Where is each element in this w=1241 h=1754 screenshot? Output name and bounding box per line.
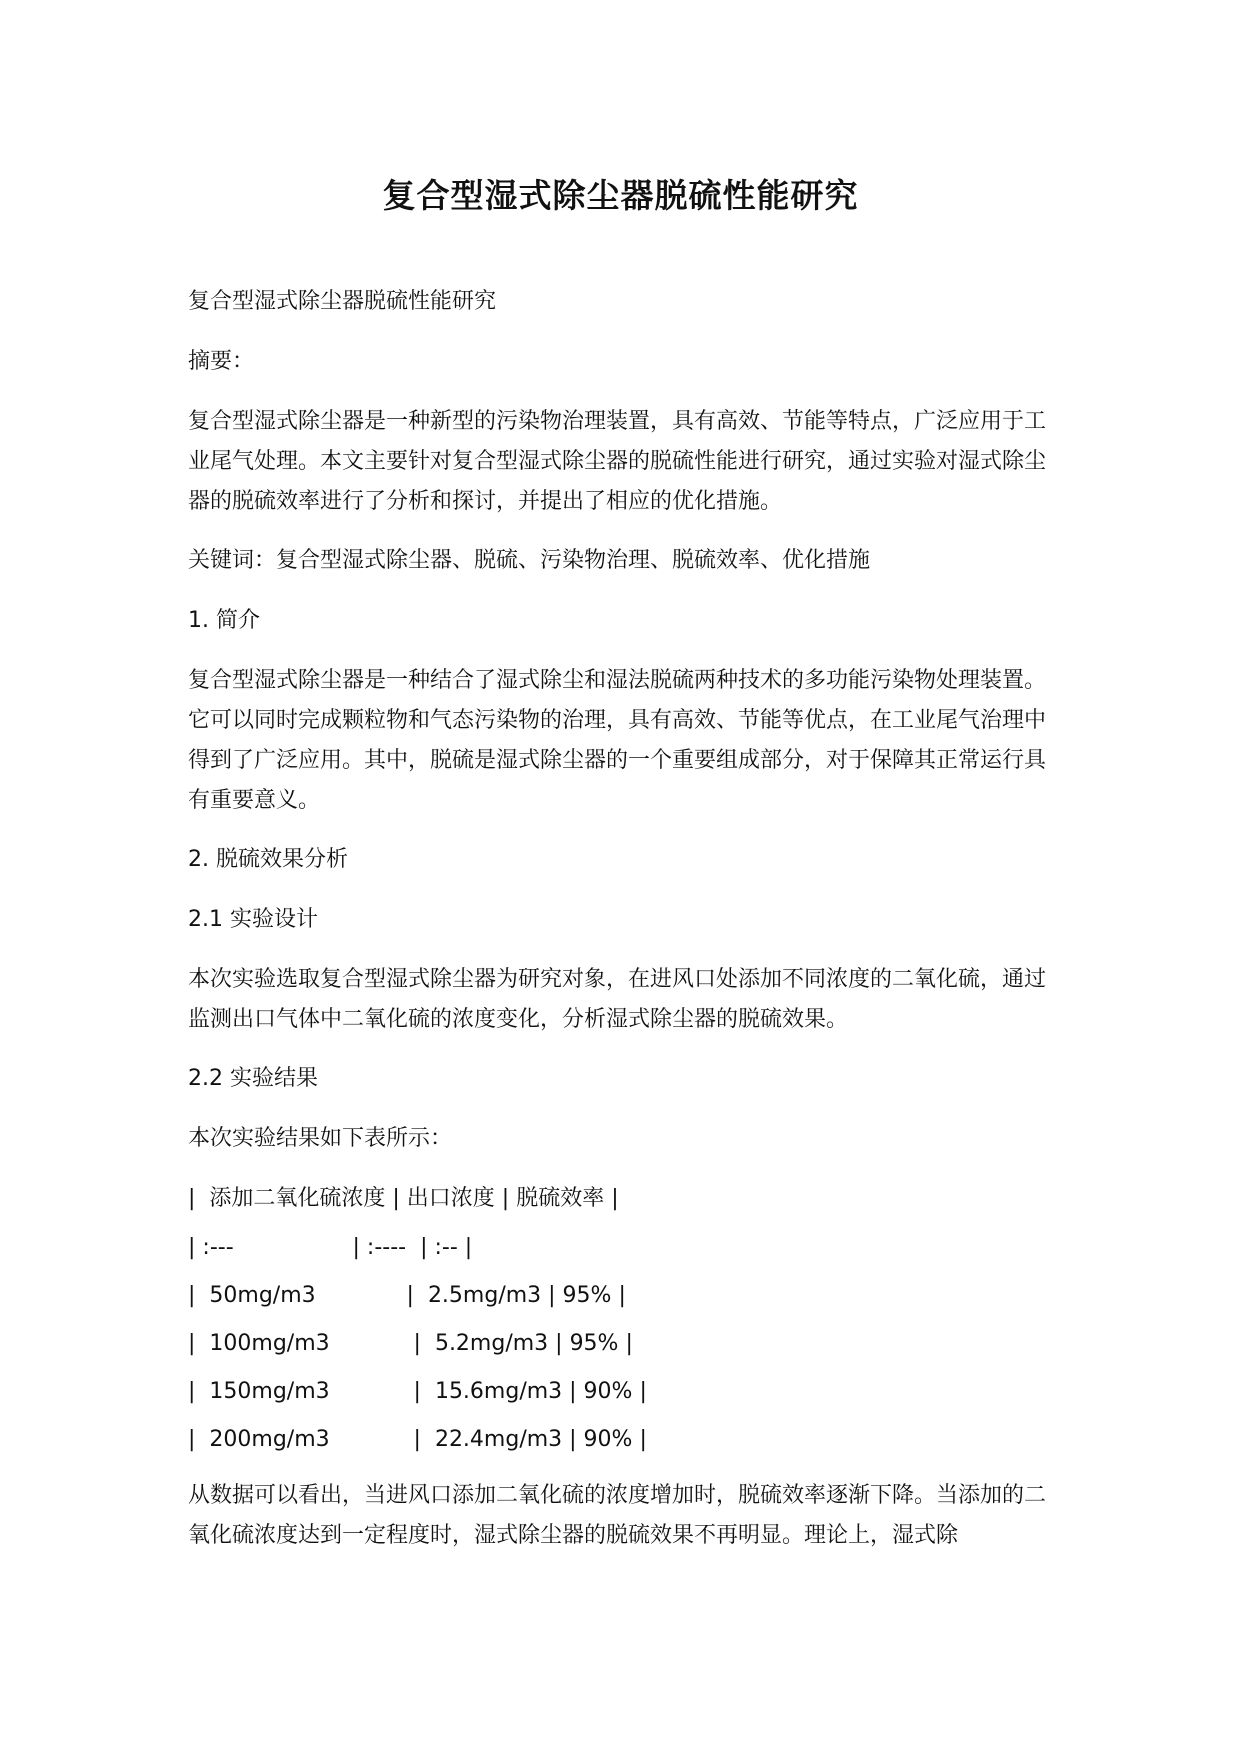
section-2-1-heading: 2.1 实验设计: [188, 907, 318, 932]
table-row: | 150mg/m3 | 15.6mg/m3 | 90% |: [188, 1379, 647, 1404]
section-2-2-heading: 2.2 实验结果: [188, 1066, 318, 1091]
table-header-row: | 添加二氧化硫浓度 | 出口浓度 | 脱硫效率 |: [188, 1186, 619, 1211]
document-subtitle: 复合型湿式除尘器脱硫性能研究: [188, 289, 497, 314]
section-1-heading: 1. 简介: [188, 608, 260, 633]
abstract-label: 摘要：: [188, 349, 255, 374]
abstract-paragraph: 复合型湿式除尘器是一种新型的污染物治理装置，具有高效、节能等特点，广泛应用于工业尾气处理。本文主要针对复合型湿式除尘器的脱硫性能进行研究，通过实验对湿式除尘器的脱硫效率进行了分析和探讨，并提出了相应的优化措施。: [188, 409, 1047, 514]
document-title: 复合型湿式除尘器脱硫性能研究: [382, 176, 859, 215]
conclusion-paragraph: 从数据可以看出，当进风口添加二氧化硫的浓度增加时，脱硫效率逐渐下降。当添加的二氧化硫浓度达到一定程度时，湿式除尘器的脱硫效果不再明显。理论上，湿式除: [188, 1483, 1047, 1548]
table-row: | 200mg/m3 | 22.4mg/m3 | 90% |: [188, 1427, 647, 1452]
section-2-heading: 2. 脱硫效果分析: [188, 847, 348, 872]
table-row: | 50mg/m3 | 2.5mg/m3 | 95% |: [188, 1283, 626, 1308]
results-intro: 本次实验结果如下表所示：: [188, 1126, 453, 1151]
table-align-row: | :--- | :---- | :-- |: [188, 1235, 473, 1260]
section-2-1-paragraph: 本次实验选取复合型湿式除尘器为研究对象，在进风口处添加不同浓度的二氧化硫，通过监测出口气体中二氧化硫的浓度变化，分析湿式除尘器的脱硫效果。: [188, 967, 1047, 1032]
keywords-line: 关键词：复合型湿式除尘器、脱硫、污染物治理、脱硫效率、优化措施: [188, 548, 871, 573]
table-row: | 100mg/m3 | 5.2mg/m3 | 95% |: [188, 1331, 633, 1356]
section-1-paragraph: 复合型湿式除尘器是一种结合了湿式除尘和湿法脱硫两种技术的多功能污染物处理装置。它可以同时完成颗粒物和气态污染物的治理，具有高效、节能等优点，在工业尾气治理中得到了广泛应用。其中，脱硫是湿式除尘器的一个重要组成部分，对于保障其正常运行具有重要意义。: [188, 668, 1047, 813]
